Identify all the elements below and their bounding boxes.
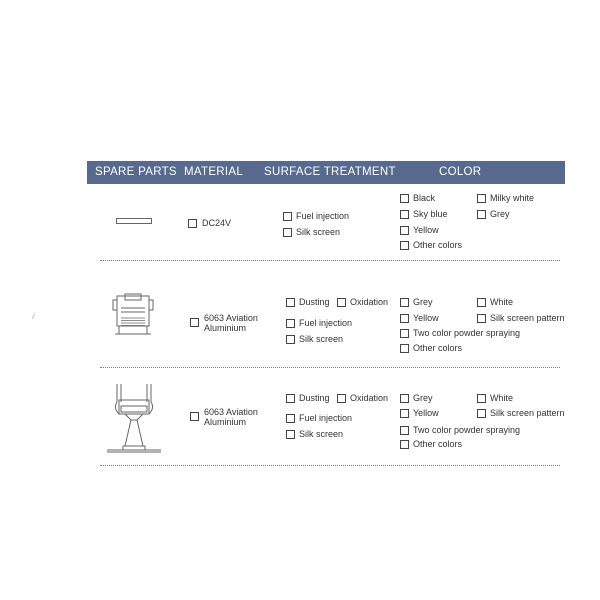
surface-option[interactable]: Fuel injection	[286, 318, 352, 328]
checkbox[interactable]	[400, 210, 409, 219]
checkbox[interactable]	[286, 430, 295, 439]
spare-parts-heading: SPARE PARTS	[95, 166, 177, 178]
surface-option[interactable]: Silk screen	[283, 227, 340, 237]
checkbox[interactable]	[286, 319, 295, 328]
surface-option[interactable]: Dusting	[286, 297, 330, 307]
surface-option[interactable]: Oxidation	[337, 297, 388, 307]
color-option[interactable]: Grey	[477, 209, 510, 219]
checkbox[interactable]	[477, 194, 486, 203]
color-option[interactable]: Yellow	[400, 225, 439, 235]
checkbox[interactable]	[283, 212, 292, 221]
checkbox[interactable]	[400, 344, 409, 353]
color-option[interactable]: Sky blue	[400, 209, 448, 219]
housing-part-icon	[113, 294, 153, 338]
table-header	[87, 161, 565, 184]
surface-option[interactable]: Dusting	[286, 393, 330, 403]
color-option[interactable]: Silk screen pattern	[477, 408, 565, 418]
color-option[interactable]: Silk screen pattern	[477, 313, 565, 323]
surface-option[interactable]: Fuel injection	[283, 211, 349, 221]
color-option[interactable]: Grey	[400, 393, 433, 403]
checkbox[interactable]	[400, 440, 409, 449]
checkbox[interactable]	[286, 414, 295, 423]
color-option[interactable]: Black	[400, 193, 435, 203]
row-divider	[100, 465, 560, 466]
color-option[interactable]: Yellow	[400, 408, 439, 418]
color-option[interactable]: Grey	[400, 297, 433, 307]
checkbox[interactable]	[477, 314, 486, 323]
checkbox[interactable]	[400, 329, 409, 338]
color-option[interactable]: Milky white	[477, 193, 534, 203]
surface-option[interactable]: Oxidation	[337, 393, 388, 403]
color-heading: COLOR	[439, 166, 482, 178]
checkbox[interactable]	[400, 426, 409, 435]
checkbox[interactable]	[400, 241, 409, 250]
material-heading: MATERIAL	[184, 166, 244, 178]
checkbox[interactable]	[190, 318, 199, 327]
checkbox[interactable]	[400, 409, 409, 418]
surface-option[interactable]: Silk screen	[286, 429, 343, 439]
surface-option[interactable]: Fuel injection	[286, 413, 352, 423]
color-option[interactable]: Two color powder spraying	[400, 425, 520, 435]
checkbox[interactable]	[477, 298, 486, 307]
checkbox[interactable]	[283, 228, 292, 237]
checkbox[interactable]	[400, 394, 409, 403]
surface-option[interactable]: Silk screen	[286, 334, 343, 344]
checkbox[interactable]	[286, 335, 295, 344]
checkbox[interactable]	[477, 394, 486, 403]
color-option[interactable]: White	[477, 393, 513, 403]
checkbox[interactable]	[188, 219, 197, 228]
checkbox[interactable]	[477, 210, 486, 219]
checkbox[interactable]	[400, 226, 409, 235]
checkbox[interactable]	[400, 314, 409, 323]
checkbox[interactable]	[286, 394, 295, 403]
checkbox[interactable]	[477, 409, 486, 418]
color-option[interactable]: Other colors	[400, 439, 462, 449]
surface-treatment-heading: SURFACE TREATMENT	[264, 166, 396, 178]
checkbox[interactable]	[337, 298, 346, 307]
row-divider	[100, 260, 560, 261]
bracket-part-icon	[107, 384, 161, 456]
strip-part-icon	[116, 218, 152, 226]
color-option[interactable]: Yellow	[400, 313, 439, 323]
checkbox[interactable]	[286, 298, 295, 307]
checkbox[interactable]	[337, 394, 346, 403]
checkbox[interactable]	[400, 298, 409, 307]
color-option[interactable]: White	[477, 297, 513, 307]
checkbox[interactable]	[400, 194, 409, 203]
color-option[interactable]: Other colors	[400, 240, 462, 250]
color-option[interactable]: Two color powder spraying	[400, 328, 520, 338]
color-option[interactable]: Other colors	[400, 343, 462, 353]
scan-mark: ⁄	[33, 314, 35, 321]
checkbox[interactable]	[190, 412, 199, 421]
row-divider	[100, 367, 560, 368]
